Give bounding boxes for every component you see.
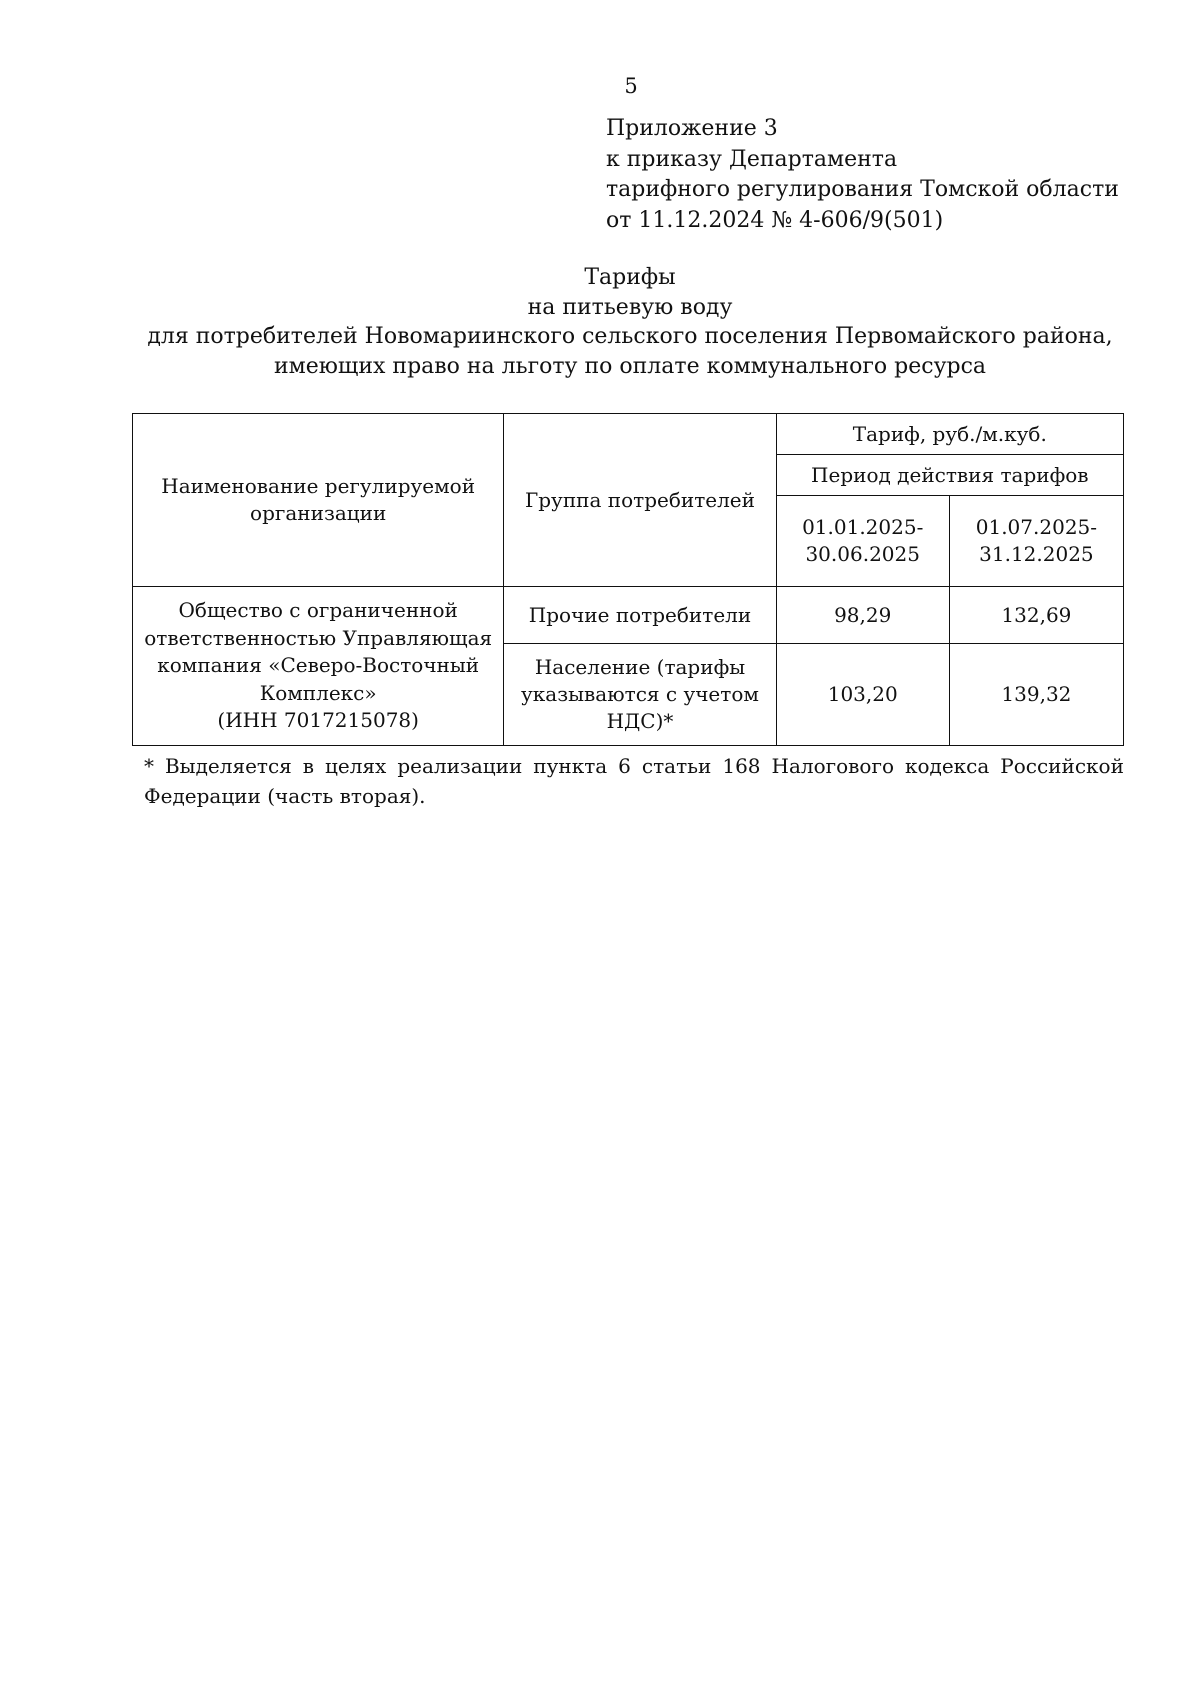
appendix-line: к приказу Департамента — [606, 146, 898, 172]
title-line: имеющих право на льготу по оплате коммунального ресурса — [273, 353, 987, 379]
org-name-line: ответственностью Управляющая — [144, 625, 493, 650]
table-row — [133, 587, 1124, 644]
org-name-line: компания «Северо-Восточный — [157, 653, 480, 678]
org-inn: (ИНН 7017215078) — [217, 708, 419, 733]
footnote-word: Налогового — [771, 754, 894, 778]
footnote-word: 168 — [722, 754, 761, 778]
header-period-2: 01.07.2025-31.12.2025 — [949, 496, 1123, 587]
footnote-word: * — [144, 754, 154, 778]
table-header-row — [133, 414, 1124, 455]
title-line: на питьевую воду — [527, 294, 733, 320]
header-period-1: 01.01.2025-30.06.2025 — [776, 496, 949, 587]
title-line: Тарифы — [584, 265, 676, 290]
header-group: Группа потребителей — [504, 414, 776, 587]
footnote-line: Федерации (часть вторая). — [144, 784, 426, 808]
footnote-word: Российской — [1000, 754, 1124, 778]
footnote — [144, 751, 1124, 811]
appendix-line: тарифного регулирования Томской области — [606, 177, 1119, 202]
title-line: для потребителей Новомариинского сельского поселения Первомайского района, — [147, 324, 1113, 349]
footnote-word: кодекса — [904, 754, 990, 778]
footnote-word: пункта — [533, 754, 608, 778]
group-cell: Население (тарифы указываются с учетом НДС)* — [504, 644, 776, 746]
page-number: 5 — [624, 74, 638, 98]
header-tariff: Тариф, руб./м.куб. — [776, 414, 1123, 455]
appendix-line: Приложение 3 — [606, 116, 778, 141]
header-org: Наименование регулируемой организации — [133, 414, 504, 587]
document-title — [130, 263, 1130, 381]
tariff-value-cell: 139,32 — [949, 644, 1123, 746]
appendix-line: от 11.12.2024 № 4-606/9(501) — [606, 207, 944, 233]
footnote-word: реализации — [397, 754, 523, 778]
tariff-value-cell: 132,69 — [949, 587, 1123, 644]
footnote-word: Выделяется — [164, 754, 292, 778]
org-name-line: Общество с ограниченной — [178, 598, 458, 623]
tariff-table — [132, 413, 1124, 746]
appendix-block — [606, 114, 1119, 236]
org-name-line: Комплекс» — [259, 680, 377, 705]
footnote-word: в — [302, 754, 315, 778]
header-period: Период действия тарифов — [776, 455, 1123, 496]
footnote-line — [144, 751, 1124, 781]
tariff-value-cell: 103,20 — [776, 644, 949, 746]
tariff-value-cell: 98,29 — [776, 587, 949, 644]
footnote-word: 6 — [618, 754, 631, 778]
org-name-cell — [133, 587, 504, 746]
footnote-word: статьи — [641, 754, 712, 778]
group-cell: Прочие потребители — [504, 587, 776, 644]
footnote-word: целях — [325, 754, 387, 778]
